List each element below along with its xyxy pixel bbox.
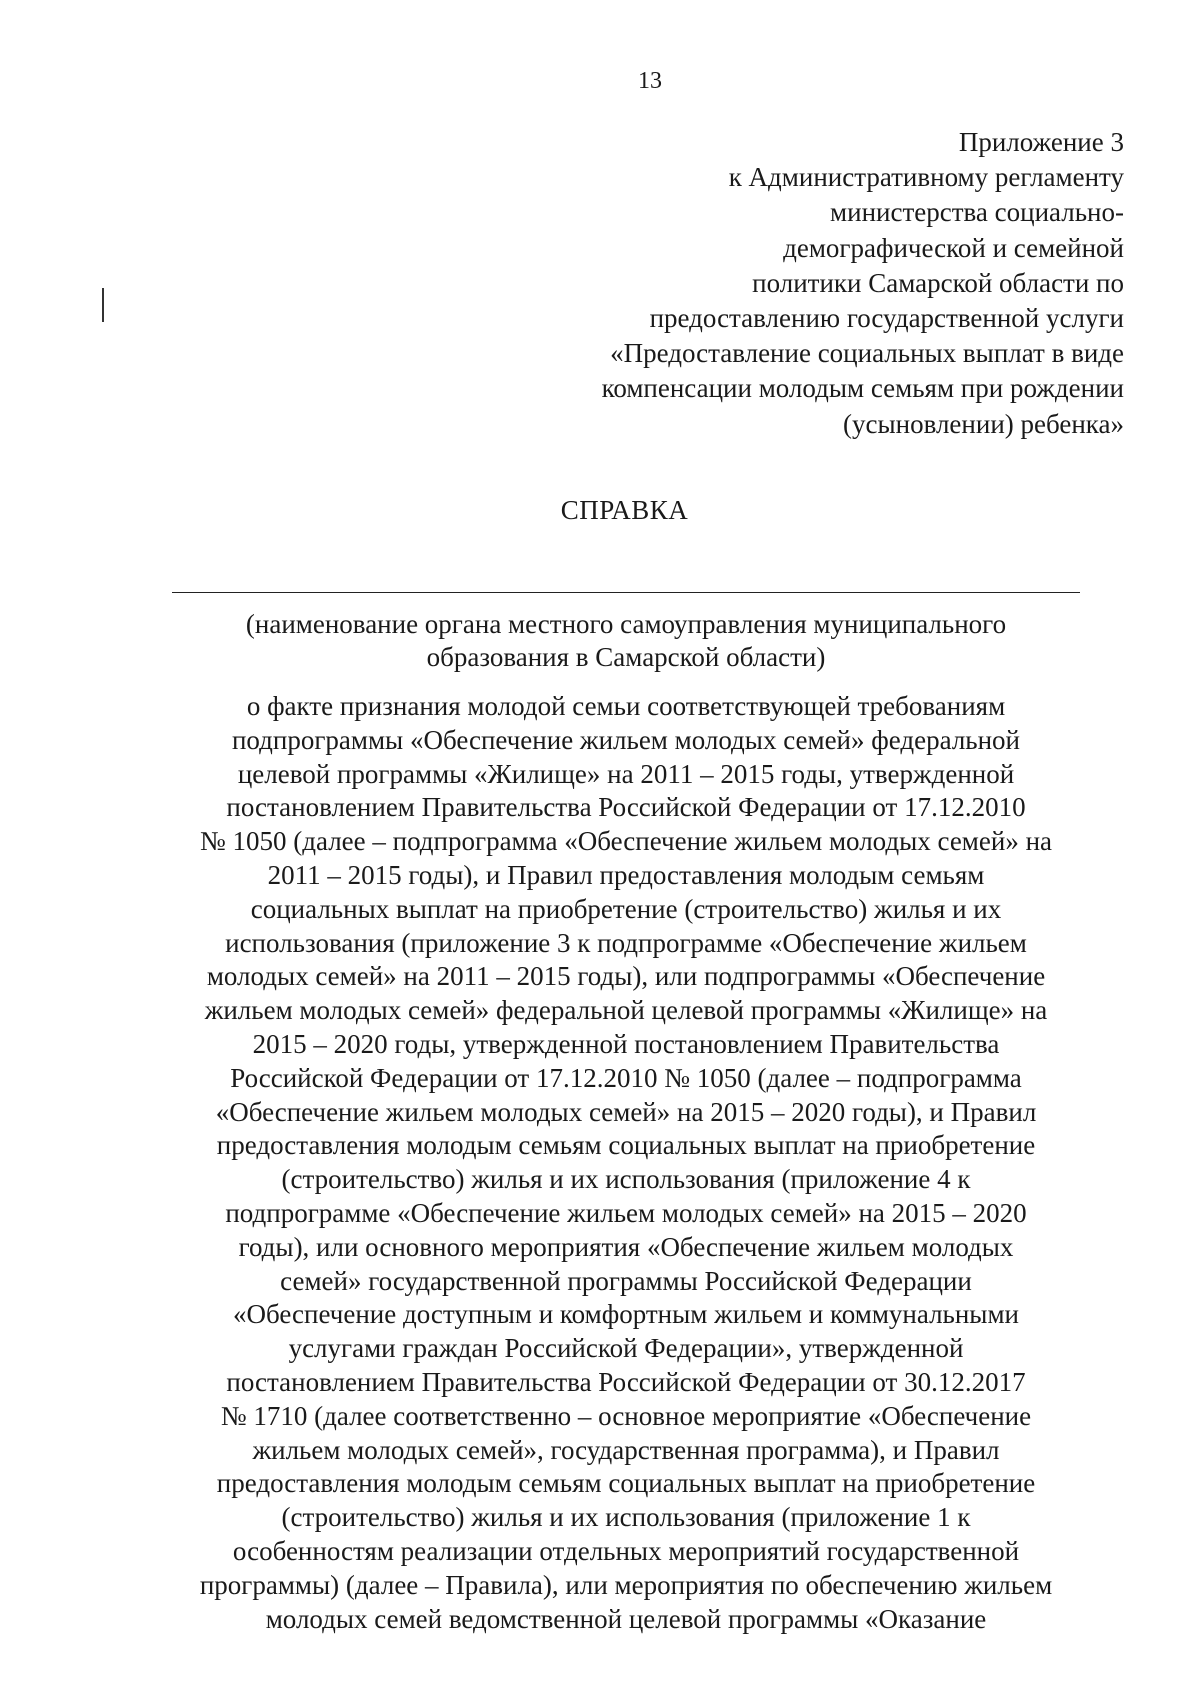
body-line: постановлением Правительства Российской Федерации от 30.12.2017: [226, 1366, 1026, 1397]
body-line: годы), или основного мероприятия «Обеспечение жильем молодых: [238, 1231, 1014, 1262]
organ-caption-line: образования в Самарской области): [426, 642, 826, 672]
body-line: программы) (далее – Правила), или мероприятия по обеспечению жильем: [199, 1569, 1053, 1600]
body-line: жильем молодых семей», государственная программа), и Правил: [252, 1434, 1000, 1465]
body-line: целевой программы «Жилище» на 2011 – 2015 годы, утвержденной: [237, 758, 1015, 789]
body-line: услугами граждан Российской Федерации», утвержденной: [288, 1333, 964, 1364]
body-line: о факте признания молодой семьи соответствующей требованиям: [246, 691, 1006, 721]
body-line: Российской Федерации от 17.12.2010 № 1050 (далее – подпрограмма: [230, 1062, 1022, 1093]
document-title: СПРАВКА: [560, 495, 689, 525]
body-line: № 1710 (далее соответственно – основное мероприятие «Обеспечение: [220, 1400, 1032, 1431]
body-line: постановлением Правительства Российской Федерации от 17.12.2010: [226, 792, 1026, 823]
body-line: жильем молодых семей» федеральной целевой программы «Жилище» на: [204, 995, 1048, 1026]
body-line: особенностям реализации отдельных мероприятий государственной: [232, 1535, 1020, 1566]
body-line: использования (приложение 3 к подпрограмме «Обеспечение жильем: [225, 927, 1027, 958]
body-line: «Обеспечение жильем молодых семей» на 2015 – 2020 годы), и Правил: [215, 1096, 1037, 1127]
organ-caption-line: (наименование органа местного самоуправления муниципального: [245, 609, 1007, 639]
appendix-line: политики Самарской области по: [752, 267, 1124, 298]
body-line: молодых семей» на 2011 – 2015 годы), или подпрограммы «Обеспечение: [206, 961, 1046, 992]
body-line: семей» государственной программы Российской Федерации: [280, 1265, 972, 1296]
appendix-line: (усыновлении) ребенка»: [843, 408, 1124, 439]
appendix-line: предоставлению государственной услуги: [649, 303, 1124, 334]
appendix-line: компенсации молодым семьям при рождении: [601, 373, 1124, 404]
body-line: подпрограмме «Обеспечение жильем молодых семей» на 2015 – 2020: [225, 1197, 1027, 1228]
body-line: 2015 – 2020 годы, утвержденной постановлением Правительства: [252, 1028, 1000, 1059]
appendix-line: «Предоставление социальных выплат в виде: [610, 338, 1124, 369]
body-line: предоставления молодым семьям социальных выплат на приобретение: [216, 1468, 1036, 1499]
body-text: [172, 690, 1080, 1636]
body-line: социальных выплат на приобретение (строительство) жилья и их: [250, 893, 1002, 924]
margin-mark: [102, 288, 104, 322]
body-line: подпрограммы «Обеспечение жильем молодых семей» федеральной: [231, 724, 1021, 755]
appendix-line: министерства социально-: [830, 197, 1124, 228]
body-line: (строительство) жилья и их использования (приложение 4 к: [281, 1164, 971, 1195]
appendix-block: [484, 125, 1124, 442]
body-line: № 1050 (далее – подпрограмма «Обеспечение жильем молодых семей» на: [199, 826, 1053, 857]
organ-caption: [172, 608, 1080, 674]
body-line: 2011 – 2015 годы), и Правил предоставления молодым семьям: [267, 859, 985, 890]
appendix-line: Приложение 3: [958, 127, 1124, 157]
appendix-line: к Административному регламенту: [728, 162, 1124, 193]
fill-in-line: [172, 592, 1080, 593]
body-line: молодых семей ведомственной целевой программы «Оказание: [265, 1603, 987, 1634]
body-line: «Обеспечение доступным и комфортным жильем и коммунальными: [233, 1299, 1019, 1330]
body-line: (строительство) жилья и их использования (приложение 1 к: [281, 1502, 971, 1533]
page-number: 13: [638, 68, 662, 94]
appendix-line: демографической и семейной: [783, 232, 1124, 263]
body-line: предоставления молодым семьям социальных выплат на приобретение: [216, 1130, 1036, 1161]
